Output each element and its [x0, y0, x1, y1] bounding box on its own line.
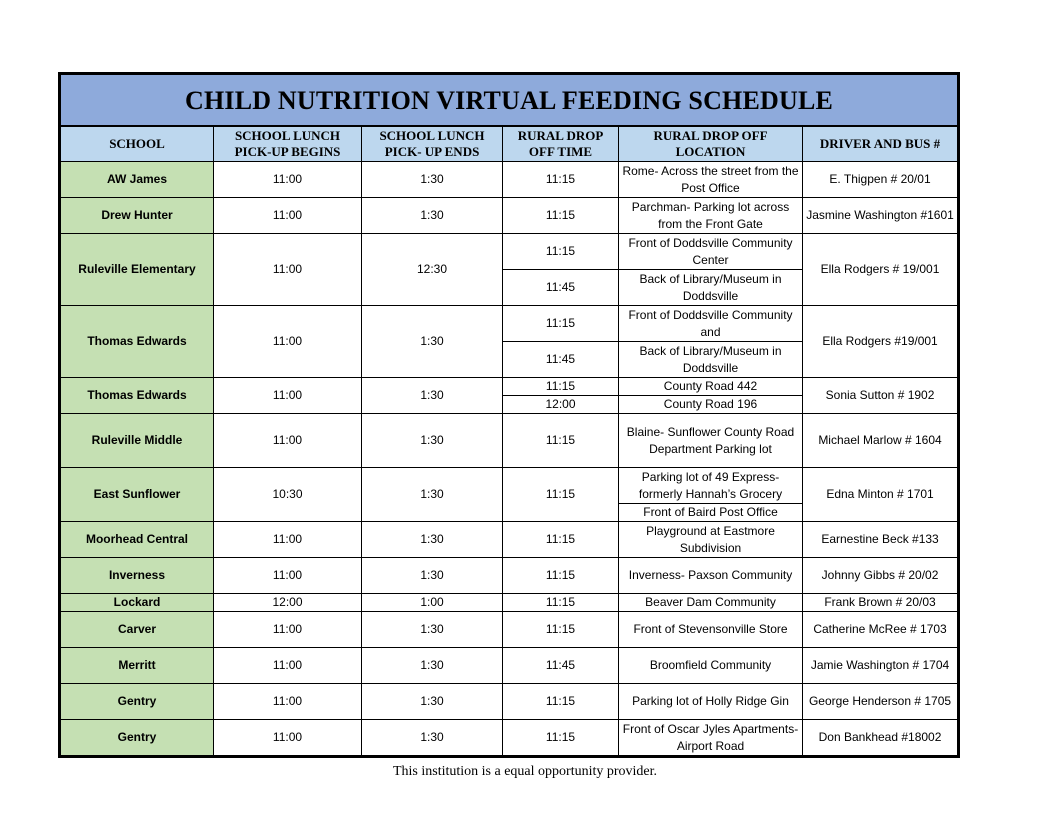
- table-row: [60, 522, 959, 558]
- drop-location: Parchman- Parking lot across from the Front Gate: [619, 198, 803, 234]
- pickup-ends: 1:30: [362, 468, 503, 522]
- pickup-ends: 1:30: [362, 306, 503, 378]
- drop-time: 11:45: [503, 270, 619, 306]
- drop-time: 11:15: [503, 306, 619, 342]
- pickup-begins: 11:00: [214, 198, 362, 234]
- driver-bus: George Henderson # 1705: [803, 684, 959, 720]
- table-row: [60, 162, 959, 198]
- drop-location: Back of Library/Museum in Doddsville: [619, 270, 803, 306]
- drop-location: County Road 442: [619, 378, 803, 396]
- pickup-ends: 1:00: [362, 594, 503, 612]
- pickup-begins: 11:00: [214, 306, 362, 378]
- school-name: Drew Hunter: [60, 198, 214, 234]
- driver-bus: Sonia Sutton # 1902: [803, 378, 959, 414]
- header-drop-time: RURAL DROP OFF TIME: [503, 126, 619, 162]
- school-name: Ruleville Elementary: [60, 234, 214, 306]
- drop-time: 12:00: [503, 396, 619, 414]
- driver-bus: E. Thigpen # 20/01: [803, 162, 959, 198]
- pickup-ends: 12:30: [362, 234, 503, 306]
- drop-time: 11:15: [503, 378, 619, 396]
- school-name: Moorhead Central: [60, 522, 214, 558]
- driver-bus: Jamie Washington # 1704: [803, 648, 959, 684]
- pickup-ends: 1:30: [362, 378, 503, 414]
- school-name: Thomas Edwards: [60, 378, 214, 414]
- table-row: [60, 720, 959, 757]
- pickup-ends: 1:30: [362, 198, 503, 234]
- drop-time: 11:15: [503, 162, 619, 198]
- driver-bus: Frank Brown # 20/03: [803, 594, 959, 612]
- driver-bus: Jasmine Washington #1601: [803, 198, 959, 234]
- school-name: Lockard: [60, 594, 214, 612]
- table-row: [60, 414, 959, 468]
- drop-location: Front of Stevensonville Store: [619, 612, 803, 648]
- header-pickup-ends: SCHOOL LUNCH PICK- UP ENDS: [362, 126, 503, 162]
- drop-location: Back of Library/Museum in Doddsville: [619, 342, 803, 378]
- school-name: Gentry: [60, 684, 214, 720]
- header-driver: DRIVER AND BUS #: [803, 126, 959, 162]
- table-row: [60, 234, 959, 270]
- drop-location: Front of Doddsville Community and: [619, 306, 803, 342]
- drop-time: 11:45: [503, 648, 619, 684]
- driver-bus: Earnestine Beck #133: [803, 522, 959, 558]
- pickup-begins: 12:00: [214, 594, 362, 612]
- pickup-begins: 11:00: [214, 684, 362, 720]
- pickup-begins: 11:00: [214, 522, 362, 558]
- pickup-ends: 1:30: [362, 522, 503, 558]
- school-name: Merritt: [60, 648, 214, 684]
- drop-location: Parking lot of 49 Express- formerly Hannah’s Grocery: [619, 468, 803, 504]
- drop-location: County Road 196: [619, 396, 803, 414]
- drop-time: 11:15: [503, 594, 619, 612]
- school-name: East Sunflower: [60, 468, 214, 522]
- pickup-ends: 1:30: [362, 684, 503, 720]
- pickup-ends: 1:30: [362, 720, 503, 757]
- pickup-begins: 11:00: [214, 162, 362, 198]
- header-school: SCHOOL: [60, 126, 214, 162]
- school-name: Carver: [60, 612, 214, 648]
- school-name: AW James: [60, 162, 214, 198]
- school-name: Gentry: [60, 720, 214, 757]
- table-row: [60, 612, 959, 648]
- drop-time: 11:45: [503, 342, 619, 378]
- table-row: [60, 594, 959, 612]
- pickup-begins: 10:30: [214, 468, 362, 522]
- table-row: [60, 558, 959, 594]
- pickup-ends: 1:30: [362, 162, 503, 198]
- table-row: [60, 648, 959, 684]
- header-pickup-begins: SCHOOL LUNCH PICK-UP BEGINS: [214, 126, 362, 162]
- school-name: Thomas Edwards: [60, 306, 214, 378]
- pickup-ends: 1:30: [362, 612, 503, 648]
- table-row: [60, 378, 959, 396]
- drop-time: 11:15: [503, 612, 619, 648]
- driver-bus: Catherine McRee # 1703: [803, 612, 959, 648]
- pickup-begins: 11:00: [214, 414, 362, 468]
- drop-location: Front of Oscar Jyles Apartments- Airport Road: [619, 720, 803, 757]
- pickup-begins: 11:00: [214, 234, 362, 306]
- pickup-begins: 11:00: [214, 720, 362, 757]
- school-name: Ruleville Middle: [60, 414, 214, 468]
- driver-bus: Johnny Gibbs # 20/02: [803, 558, 959, 594]
- footer-note: This institution is a equal opportunity provider.: [392, 764, 658, 779]
- drop-location: Blaine- Sunflower County Road Department Parking lot: [619, 414, 803, 468]
- pickup-begins: 11:00: [214, 612, 362, 648]
- table-row: [60, 198, 959, 234]
- table-row: [60, 468, 959, 504]
- driver-bus: Edna Minton # 1701: [803, 468, 959, 522]
- pickup-ends: 1:30: [362, 414, 503, 468]
- driver-bus: Ella Rodgers # 19/001: [803, 234, 959, 306]
- feeding-schedule-table: [58, 72, 960, 758]
- drop-location: Playground at Eastmore Subdivision: [619, 522, 803, 558]
- drop-time: 11:15: [503, 468, 619, 522]
- drop-location: Front of Baird Post Office: [619, 504, 803, 522]
- drop-location: Parking lot of Holly Ridge Gin: [619, 684, 803, 720]
- drop-time: 11:15: [503, 558, 619, 594]
- drop-location: Broomfield Community: [619, 648, 803, 684]
- drop-location: Rome- Across the street from the Post Office: [619, 162, 803, 198]
- drop-location: Front of Doddsville Community Center: [619, 234, 803, 270]
- table-row: [60, 306, 959, 342]
- drop-time: 11:15: [503, 522, 619, 558]
- pickup-begins: 11:00: [214, 558, 362, 594]
- driver-bus: Ella Rodgers #19/001: [803, 306, 959, 378]
- drop-time: 11:15: [503, 720, 619, 757]
- pickup-ends: 1:30: [362, 558, 503, 594]
- drop-time: 11:15: [503, 414, 619, 468]
- pickup-ends: 1:30: [362, 648, 503, 684]
- pickup-begins: 11:00: [214, 378, 362, 414]
- drop-time: 11:15: [503, 198, 619, 234]
- school-name: Inverness: [60, 558, 214, 594]
- driver-bus: Michael Marlow # 1604: [803, 414, 959, 468]
- header-drop-location: RURAL DROP OFF LOCATION: [619, 126, 803, 162]
- drop-time: 11:15: [503, 684, 619, 720]
- table-row: [60, 684, 959, 720]
- schedule-title: CHILD NUTRITION VIRTUAL FEEDING SCHEDULE: [60, 74, 959, 127]
- driver-bus: Don Bankhead #18002: [803, 720, 959, 757]
- drop-location: Beaver Dam Community: [619, 594, 803, 612]
- drop-location: Inverness- Paxson Community: [619, 558, 803, 594]
- drop-time: 11:15: [503, 234, 619, 270]
- pickup-begins: 11:00: [214, 648, 362, 684]
